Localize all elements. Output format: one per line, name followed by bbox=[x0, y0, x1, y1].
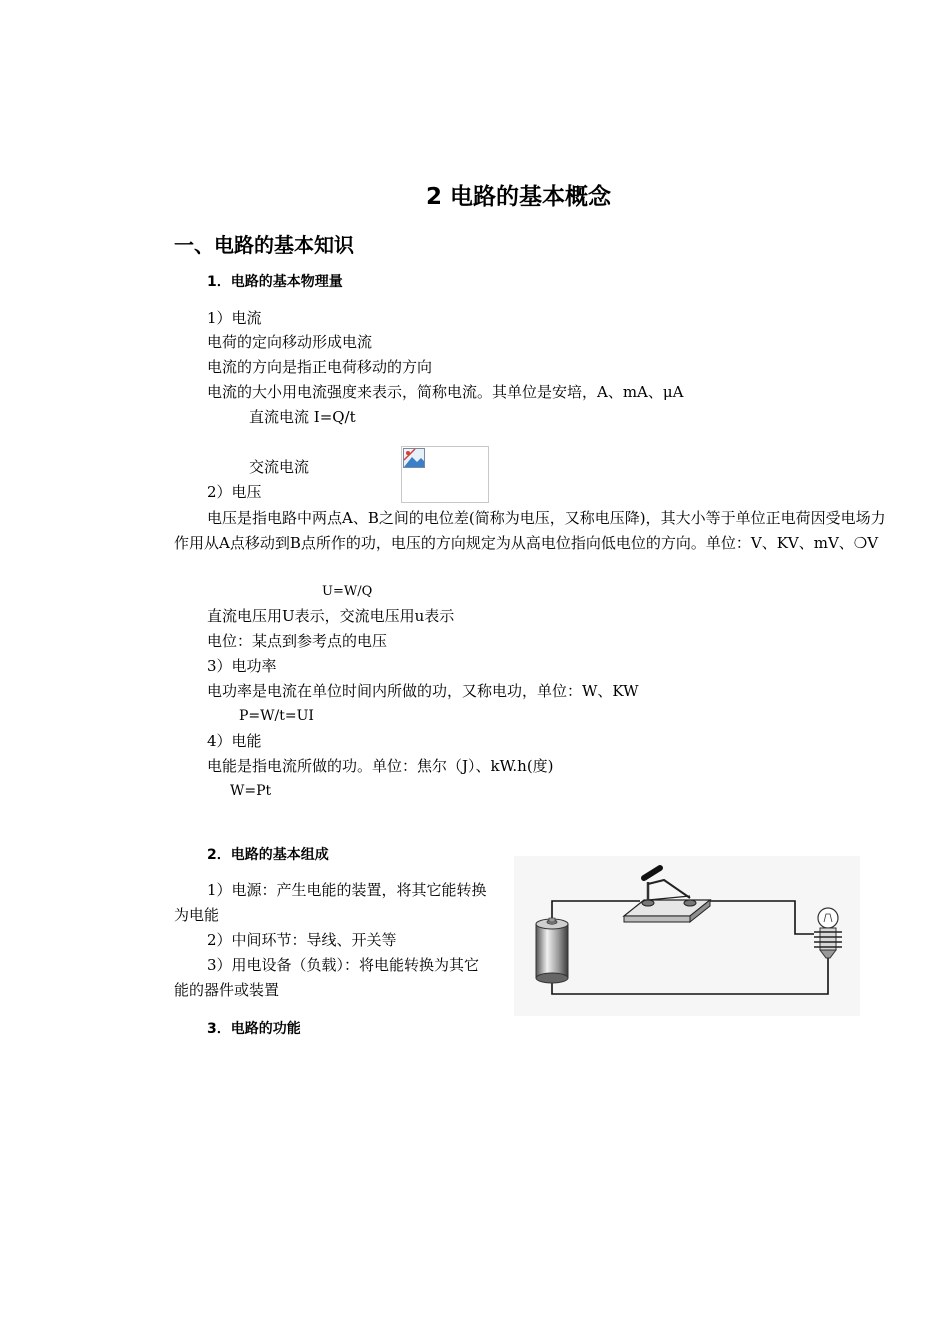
component-intermediate: 2）中间环节：导线、开关等 bbox=[207, 931, 397, 949]
component-load: 3）用电设备（负载）：将电能转换为其它能的器件或装置 bbox=[174, 956, 480, 999]
voltage-line-2: 电位：某点到参考点的电压 bbox=[207, 632, 388, 650]
circuit-diagram bbox=[514, 856, 860, 1016]
subsection-heading-components: 2．电路的基本组成 bbox=[207, 847, 329, 863]
dc-current-formula: 直流电流 I=Q/t bbox=[249, 408, 356, 426]
section-heading: 一、电路的基本知识 bbox=[174, 233, 354, 257]
battery-icon bbox=[536, 918, 568, 983]
voltage-formula: U=W/Q bbox=[322, 584, 373, 599]
voltage-paragraph: 电压是指电路中两点A、B之间的电位差(简称为电压，又称电压降)，其大小等于单位正电荷因受电场力作用从A点移动到B点所作的功，电压的方向规定为从高电位指向低电位的方向。单位：V、KV、mV、❍V bbox=[174, 509, 886, 552]
current-label: 1）电流 bbox=[207, 309, 262, 327]
page-title: 2 电路的基本概念 bbox=[426, 184, 612, 210]
subsection-heading-functions: 3．电路的功能 bbox=[207, 1021, 301, 1037]
power-line-1: 电功率是电流在单位时间内所做的功，又称电功，单位：W、KW bbox=[207, 682, 639, 700]
ac-current-label: 交流电流 bbox=[249, 458, 310, 476]
current-line-1: 电荷的定向移动形成电流 bbox=[207, 333, 373, 351]
broken-image-icon bbox=[401, 446, 489, 503]
power-formula: P=W/t=UI bbox=[239, 708, 314, 724]
energy-label: 4）电能 bbox=[207, 732, 262, 750]
voltage-label: 2）电压 bbox=[207, 483, 262, 501]
energy-formula: W=Pt bbox=[230, 783, 272, 799]
component-source: 1）电源：产生电能的装置，将其它能转换为电能 bbox=[174, 881, 487, 924]
current-line-3: 电流的大小用电流强度来表示，简称电流。其单位是安培，A、mA、μA bbox=[207, 383, 684, 401]
subsection-heading-quantities: 1．电路的基本物理量 bbox=[207, 274, 343, 290]
energy-line-1: 电能是指电流所做的功。单位：焦尔（J）、kW.h(度) bbox=[207, 757, 554, 775]
voltage-line-1: 直流电压用U表示，交流电压用u表示 bbox=[207, 607, 455, 625]
current-line-2: 电流的方向是指正电荷移动的方向 bbox=[207, 358, 433, 376]
power-label: 3）电功率 bbox=[207, 657, 277, 675]
